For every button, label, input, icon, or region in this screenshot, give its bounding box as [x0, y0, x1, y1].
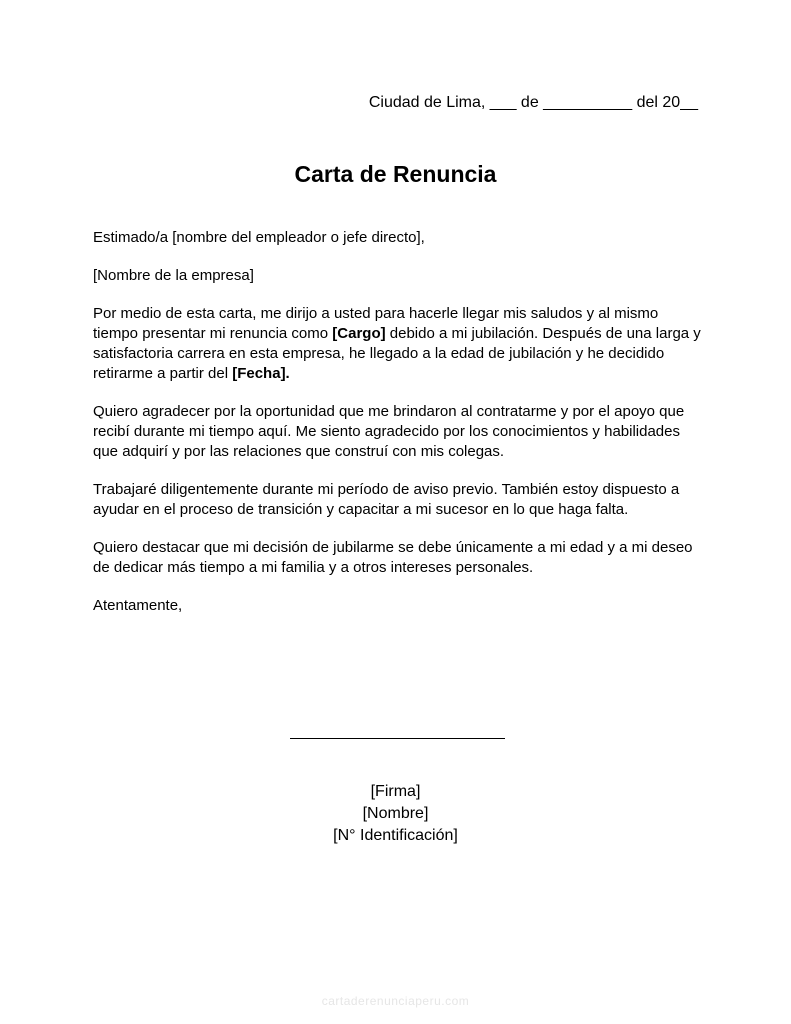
- company-name: [Nombre de la empresa]: [93, 267, 254, 284]
- signature-identificacion: [N° Identificación]: [333, 827, 458, 844]
- signature-block: [0, 781, 791, 847]
- closing: Atentamente,: [93, 597, 183, 614]
- fecha-placeholder: [Fecha].: [232, 365, 290, 382]
- paragraph-transition: Trabajaré diligentemente durante mi período de aviso previo. También estoy dispuesto a ayudar en el proceso de transición y capacitar a mi sucesor en lo que haga falta.: [93, 481, 680, 518]
- signature-nombre: [Nombre]: [362, 805, 429, 822]
- paragraph-gratitude: Quiero agradecer por la oportunidad que me brindaron al contratarme y por el apoyo que recibí durante mi tiempo aquí. Me siento agradecido por los conocimientos y habilidades que adquirí y por las relaciones que construí con mis colegas.: [93, 403, 685, 460]
- paragraph-resignation-text-1: Por medio de esta carta, me dirijo a usted para hacerle llegar mis saludos y al mismo tiempo presentar mi renuncia como: [93, 305, 659, 342]
- letter-title: Carta de Renuncia: [294, 161, 497, 187]
- letter-body: [93, 228, 703, 634]
- date-line: Ciudad de Lima, ___ de __________ del 20__: [368, 94, 698, 111]
- paragraph-resignation-text-2: debido a mi jubilación. Después de una larga y satisfactoria carrera en esta empresa, he llegado a la edad de jubilación y he decidido retirarme a partir del: [93, 325, 701, 382]
- paragraph-reason: Quiero destacar que mi decisión de jubilarme se debe únicamente a mi edad y a mi deseo de dedicar más tiempo a mi familia y a otros intereses personales.: [93, 539, 693, 576]
- signature-line: [290, 738, 505, 739]
- paragraph-resignation: [93, 304, 703, 384]
- watermark: cartaderenunciaperu.com: [321, 994, 470, 1008]
- signature-firma: [Firma]: [370, 783, 421, 800]
- greeting: Estimado/a [nombre del empleador o jefe directo],: [93, 229, 425, 246]
- cargo-placeholder: [Cargo]: [332, 325, 386, 342]
